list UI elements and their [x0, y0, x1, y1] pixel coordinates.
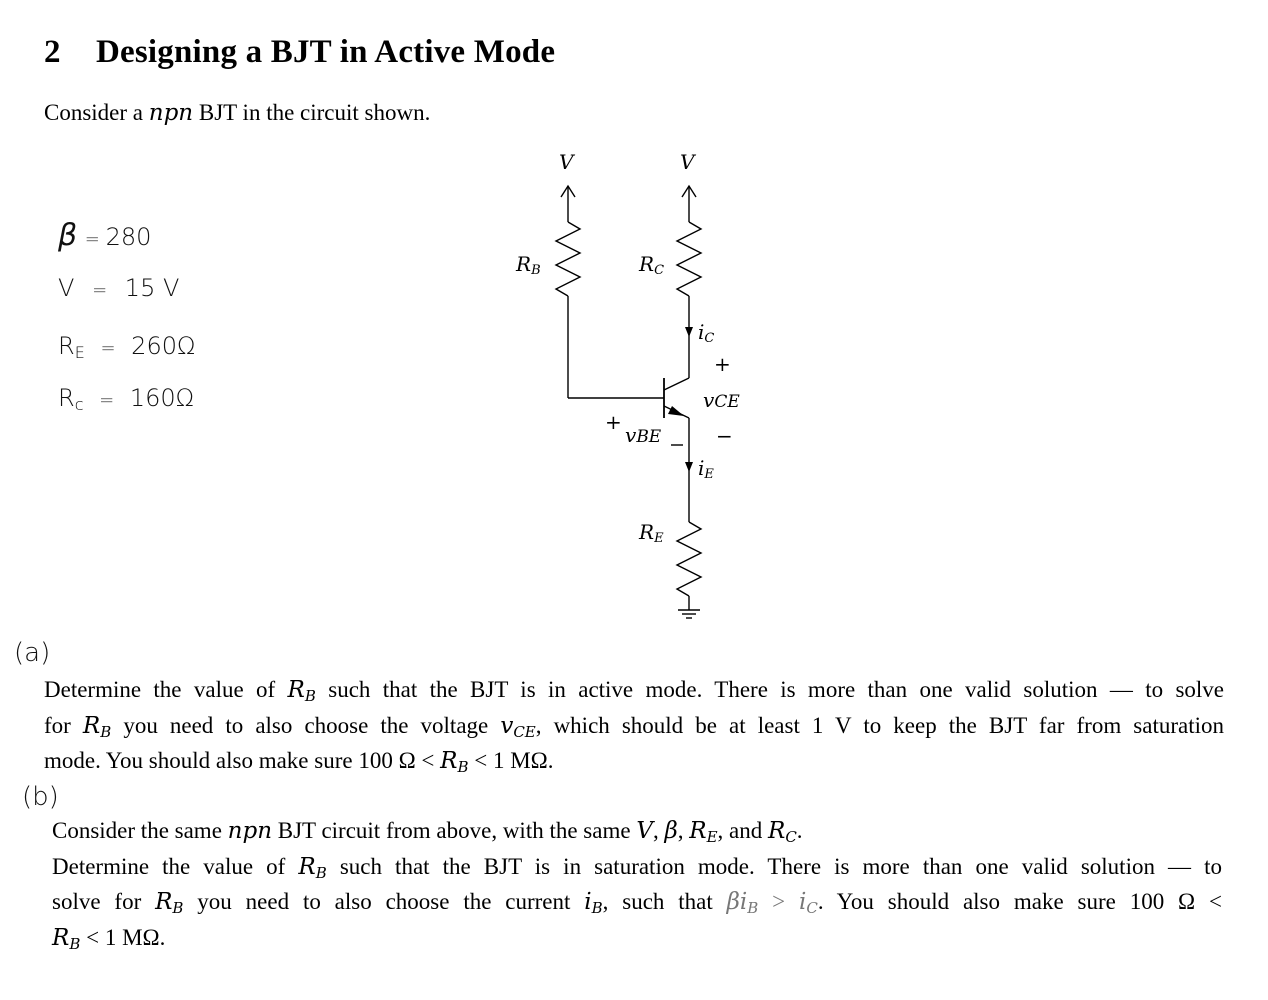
part-a-text	[44, 676, 1224, 783]
vbe-plus-sign: +	[605, 410, 622, 434]
intro-sentence: Consider a npn BJT in the circuit shown.	[44, 100, 431, 126]
part-a-line: Determine the value of $R_B$ such that the BJT is in active mode. There is more than one valid solution — to solve	[44, 677, 1224, 705]
vce-minus-sign: −	[716, 424, 733, 448]
part-b-text	[52, 817, 1222, 959]
part-a-line: mode. You should also make sure 100 $\Omega < R_B < 1$ MΩ.	[44, 748, 554, 776]
ie-arrow-head	[685, 462, 693, 472]
part-b-line: Determine the value of $R_B$ such that the BJT is in saturation mode. There is more than one valid solution — to	[52, 853, 1222, 882]
ie-label: $i_E$	[698, 456, 714, 482]
ic-label: $i_C$	[698, 320, 715, 346]
part-b-label: (b)	[22, 782, 59, 812]
given-v: V = 15 V	[58, 274, 180, 302]
section-number: 2	[44, 34, 61, 70]
supply-label-left: V	[559, 150, 574, 174]
rc-resistor-zigzag	[677, 222, 701, 296]
re-label: $R_E$	[639, 520, 664, 546]
npn-term: npn	[148, 100, 194, 126]
given-beta: β = 280	[58, 218, 152, 253]
section-title-text: Designing a BJT in Active Mode	[96, 34, 556, 70]
part-a-line: for $R_B$ you need to also choose the voltage $v_{CE}$, which should be at least 1 V to keep the BJT far from saturation	[44, 712, 1224, 741]
vce-plus-sign: +	[714, 352, 731, 376]
vbe-label: vBE	[625, 423, 662, 447]
part-b-line: Consider the same npn BJT circuit from above, with the same V, β, $R_E$, and $R_C$.	[52, 818, 803, 846]
rb-label: $R_B$	[516, 252, 541, 278]
part-a-label: (a)	[14, 638, 51, 668]
part-b-line: $R_B < 1$ MΩ.	[52, 924, 166, 953]
emitter-arrow-head	[668, 406, 684, 416]
rb-resistor-zigzag	[556, 222, 580, 296]
re-resistor-zigzag	[677, 522, 701, 596]
ic-arrow-head	[685, 327, 693, 337]
vce-label: vCE	[703, 388, 740, 412]
bjt-collector-lead	[664, 378, 689, 390]
part-b-line: solve for $R_B$ you need to also choose the current $i_B$, such that $\beta i_B > i_C$. You should also make sure 100 Ω <	[52, 889, 1222, 917]
supply-label-right: V	[680, 150, 695, 174]
rc-label: $R_C$	[639, 252, 665, 278]
given-re: $R_E = 260\Omega$	[58, 332, 196, 362]
given-rc: $R_c = 160\Omega$	[58, 384, 195, 414]
